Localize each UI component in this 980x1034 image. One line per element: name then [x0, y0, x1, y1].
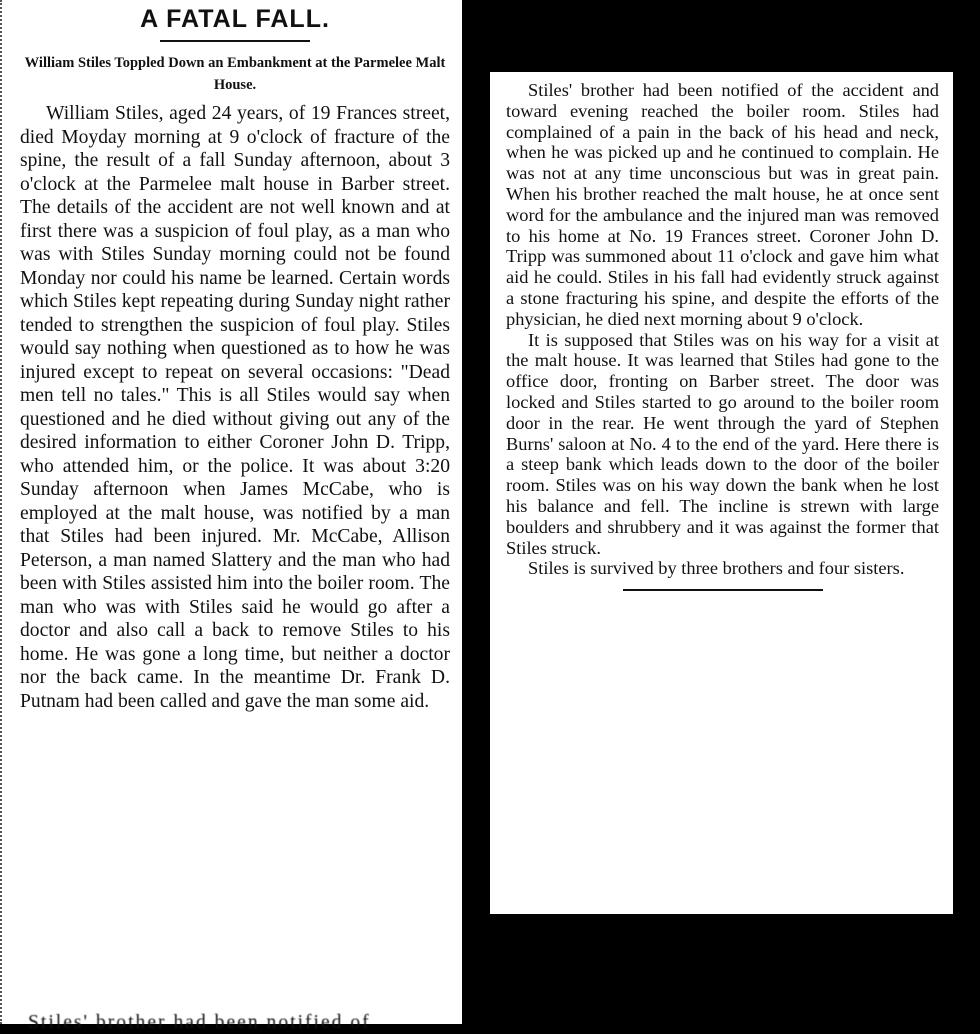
headline: A FATAL FALL.: [140, 5, 330, 33]
article-paragraph: Stiles is survived by three brothers and four sisters.: [528, 558, 905, 579]
article-clipping-right: [490, 72, 953, 914]
cut-off-line: Stiles' brother had been notified of: [28, 1012, 371, 1033]
article-clipping-left: [0, 0, 462, 1033]
article-paragraph: It is supposed that Stiles was on his way for a visit at the malt house. It was learned that Stiles had gone to the office door, fronting on Barber street. The door was locked and Stiles started to go around to the boiler room door in the rear. He went through the yard of Stephen Burns' saloon at No. 4 to the end of the yard. Here there is a steep bank which leads down to the door of the boiler room. Stiles was on his way down the bank when he lost his balance and fell. The incline is strewn with large boulders and shrubbery and it was against the former that Stiles struck.: [506, 329, 939, 558]
article-paragraph: William Stiles, aged 24 years, of 19 Frances street, died Moyday morning at 9 o'clock of fracture of the spine, the result of a fall Sunday afternoon, about 3 o'clock at the Parmelee malt house in Barber street. The details of the accident are not well known and at first there was a suspicion of foul play, as a man who was with Stiles Sunday morning could not be found Monday nor could his name be learned. Certain words which Stiles kept repeating during Sunday night rather tended to strengthen the suspicion of foul play. Stiles would say nothing when questioned as to how he was injured except to repeat on several occasions: "Dead men tell no tales." This is all Stiles would say when questioned and he died without giving out any of the desired information to either Coroner John D. Tripp, who attended him, or the police. It was about 3:20 Sunday afternoon when James McCabe, who is employed at the malt house, was notified by a man that Stiles had been injured. Mr. McCabe, Allison Peterson, a man named Slattery and the man who had been with Stiles assisted him into the boiler room. The man who was with Stiles said he would go after a doctor and also call a back to remove Stiles to his home. He was gone a long time, but neither a doctor nor the back came. In the meantime Dr. Frank D. Putnam had been called and gave the man some aid.: [20, 103, 450, 712]
headline-rule: [160, 40, 310, 42]
subheadline: William Stiles Toppled Down an Embankment at the Parmelee Malt House.: [24, 55, 446, 93]
end-rule: [623, 589, 823, 591]
article-paragraph: Stiles' brother had been notified of the accident and toward evening reached the boiler room. Stiles had complained of a pain in the back of his head and neck, when he was picked up and he continued to complain. He was not at any time unconscious but was in great pain. When his brother reached the malt house, he at once sent word for the ambulance and the injured man was removed to his home at No. 19 Frances street. Coroner John D. Tripp was summoned about 11 o'clock and gave him what aid he could. Stiles in his fall had evidently struck against a stone fracturing his spine, and despite the efforts of the physician, he died next morning about 9 o'clock.: [506, 80, 939, 329]
